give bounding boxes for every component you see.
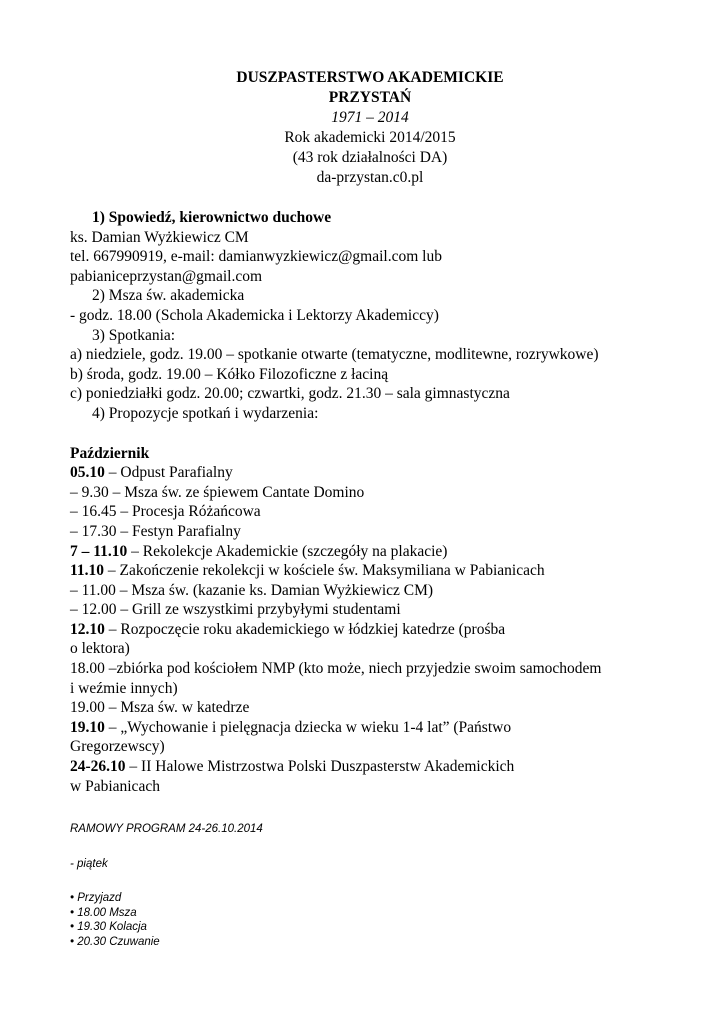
activity-years: (43 rok działalności DA) — [292, 149, 448, 166]
event-line — [70, 581, 670, 601]
event-text: – II Halowe Mistrzostwa Polski Duszpasterstw Akademickich — [125, 758, 515, 776]
program-item: • 18.00 Msza — [70, 906, 137, 919]
event-line — [70, 718, 670, 738]
event-line — [70, 542, 670, 562]
event-text: – 16.45 – Procesja Różańcowa — [70, 503, 261, 521]
section-2-line: - godz. 18.00 (Schola Akademicka i Lektorzy Akademiccy) — [70, 306, 439, 324]
section-2-title: 2) Msza św. akademicka — [92, 287, 245, 305]
event-line — [70, 620, 670, 640]
program-title: RAMOWY PROGRAM 24-26.10.2014 — [70, 823, 263, 836]
event-line — [70, 698, 670, 718]
section-1-title: 1) Spowiedź, kierownictwo duchowe — [92, 209, 332, 226]
event-date: 12.10 — [70, 620, 105, 638]
event-line — [70, 522, 670, 542]
event-line — [70, 757, 670, 777]
month-heading: Październik — [70, 444, 150, 462]
event-line — [70, 502, 670, 522]
event-text: 19.00 – Msza św. w katedrze — [70, 699, 250, 717]
section-1-line: ks. Damian Wyżkiewicz CM — [70, 228, 249, 246]
program-day: - piątek — [70, 857, 108, 870]
title-line-2: PRZYSTAŃ — [328, 89, 412, 106]
event-text: Gregorzewscy) — [70, 738, 165, 756]
document-body — [70, 208, 670, 796]
program-item: • Przyjazd — [70, 892, 122, 905]
section-4-title: 4) Propozycje spotkań i wydarzenia: — [92, 404, 319, 422]
event-line — [70, 777, 670, 797]
event-text: – Zakończenie rekolekcji w kościele św. Maksymiliana w Pabianicach — [104, 562, 545, 580]
event-text: – Rozpoczęcie roku akademickiego w łódzkiej katedrze (prośba — [104, 620, 506, 638]
event-date: 7 – 11.10 — [70, 542, 128, 560]
event-line — [70, 737, 670, 757]
event-line — [70, 561, 670, 581]
event-date: 05.10 — [70, 464, 105, 482]
section-3-line: c) poniedziałki godz. 20.00; czwartki, godz. 21.30 – sala gimnastyczna — [70, 385, 510, 403]
event-text: – 17.30 – Festyn Parafialny — [70, 522, 241, 540]
event-text: – 12.00 – Grill ze wszystkimi przybyłymi studentami — [70, 601, 401, 619]
event-list — [70, 463, 670, 796]
event-text: – „Wychowanie i pielęgnacja dziecka w wieku 1-4 lat” (Państwo — [104, 718, 512, 736]
program-item: • 19.30 Kolacja — [70, 921, 147, 934]
event-text: 18.00 –zbiórka pod kościołem NMP (kto może, niech przyjedzie swoim samochodem — [70, 660, 602, 678]
event-text: w Pabianicach — [70, 777, 160, 795]
years: 1971 – 2014 — [331, 109, 409, 126]
event-text: – Rekolekcje Akademickie (szczegóły na plakacie) — [127, 542, 448, 560]
event-line — [70, 659, 670, 679]
section-3-line: a) niedziele, godz. 19.00 – spotkanie otwarte (tematyczne, modlitewne, rozrywkowe) — [70, 346, 599, 364]
academic-year: Rok akademicki 2014/2015 — [284, 129, 456, 146]
event-text: – 11.00 – Msza św. (kazanie ks. Damian Wyżkiewicz CM) — [70, 581, 434, 599]
event-line — [70, 483, 670, 503]
event-date: 24-26.10 — [70, 758, 126, 776]
event-date: 19.10 — [70, 718, 105, 736]
program-item: • 20.30 Czuwanie — [70, 935, 160, 948]
event-text: i weźmie innych) — [70, 679, 178, 697]
event-text: o lektora) — [70, 640, 130, 658]
event-line — [70, 639, 670, 659]
section-1-line: pabianiceprzystan@gmail.com — [70, 267, 263, 285]
document-header — [70, 68, 670, 188]
website: da-przystan.c0.pl — [316, 169, 424, 186]
section-3-title: 3) Spotkania: — [92, 326, 176, 344]
program-items — [70, 891, 670, 949]
event-line — [70, 463, 670, 483]
event-line — [70, 600, 670, 620]
event-text: – Odpust Parafialny — [104, 464, 233, 482]
event-line — [70, 679, 670, 699]
event-text: – 9.30 – Msza św. ze śpiewem Cantate Domino — [70, 483, 365, 501]
document-page — [70, 68, 670, 949]
event-date: 11.10 — [70, 562, 105, 580]
title-line-1: DUSZPASTERSTWO AKADEMICKIE — [236, 69, 504, 86]
section-3-line: b) środa, godz. 19.00 – Kółko Filozoficzne z łaciną — [70, 365, 389, 383]
section-1-line: tel. 667990919, e-mail: damianwyzkiewicz@gmail.com lub — [70, 248, 442, 266]
